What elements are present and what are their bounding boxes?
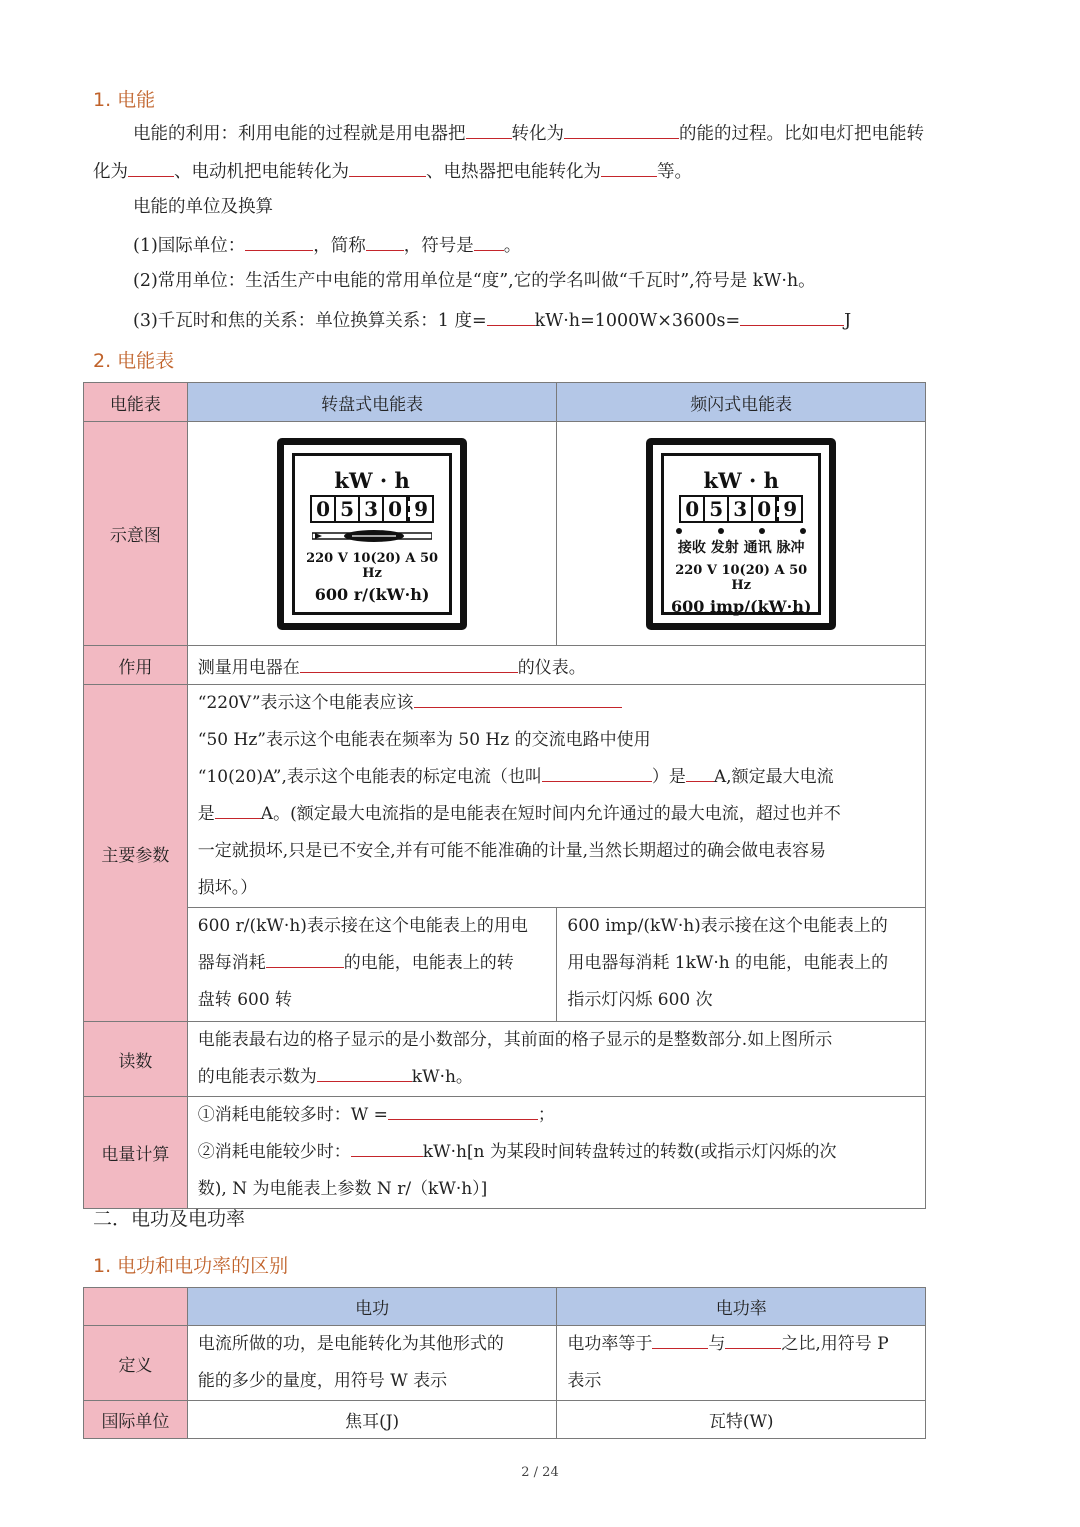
part2-heading: 二．电功及电功率	[93, 1208, 246, 1230]
meter2-spec: 220 V 10(20) A 50 Hz	[675, 562, 808, 593]
meter2-unit: kW · h	[703, 467, 779, 493]
page-number: 2 / 24	[521, 1465, 559, 1480]
params-cell	[187, 685, 925, 908]
meter2-rate: 600 imp/(kW·h)	[670, 596, 812, 616]
section-heading-power-diff: 1. 电功和电功率的区别	[93, 1255, 289, 1277]
param-rotary-rate: 600 r/(kW·h)表示接在这个电能表上的用电 器每消耗 的电能，电能表上的转 盘转 600 转	[187, 908, 557, 1022]
param-current: “10(20)A”,表示这个电能表的标定电流（也叫 ）是 A,额定最大电流	[197, 767, 834, 787]
header-rotary-meter: 转盘式电能表	[187, 383, 557, 422]
paragraph-si-unit: (1)国际单位： ，简称 ，符号是 。	[133, 236, 522, 256]
section-heading-electric-energy: 1. 电能	[93, 89, 156, 111]
header-flash-meter: 频闪式电能表	[557, 383, 926, 422]
row-label-si-unit: 国际单位	[84, 1401, 188, 1439]
calculation-cell: ①消耗电能较多时：W = ； ②消耗电能较少时： kW·h[n 为某段时间转盘转过的转数(或指示灯闪烁的次 数), N 为电能表上参数 N r/（kW·h）]	[187, 1097, 925, 1209]
reading-cell: 电能表最右边的格子显示的是小数部分，其前面的格子显示的是整数部分.如上图所示 的电能表示数为 kW·h。	[187, 1022, 925, 1097]
param-note-line1: 一定就损坏,只是已不安全,并有可能不能准确的计量,当然长期超过的确会做电表容易	[197, 841, 827, 861]
indicator-lights-icon	[676, 528, 806, 534]
rotary-meter-diagram	[187, 422, 557, 646]
header-electric-power: 电功率	[557, 1288, 926, 1326]
row-label-function: 作用	[84, 646, 188, 685]
function-cell	[187, 646, 925, 685]
row-label-params: 主要参数	[84, 685, 188, 1022]
meter-table-corner-label: 电能表	[84, 383, 188, 422]
definition-work: 电流所做的功，是电能转化为其他形式的 能的多少的量度，用符号 W 表示	[187, 1326, 557, 1401]
power-table-corner	[84, 1288, 188, 1326]
rotary-disc-icon	[312, 529, 432, 543]
row-label-diagram: 示意图	[84, 422, 188, 646]
meter2-digits: 0 5 3 0 9	[679, 495, 803, 523]
row-label-calculation: 电量计算	[84, 1097, 188, 1209]
meter-table	[83, 382, 926, 1209]
param-max-current: 是 A。(额定最大电流指的是电能表在短时间内允许通过的最大电流，超过也并不	[197, 804, 841, 824]
definition-power: 电功率等于 与 之比,用符号 P 表示	[557, 1326, 926, 1401]
param-frequency: “50 Hz”表示这个电能表在频率为 50 Hz 的交流电路中使用	[197, 730, 651, 750]
meter2-lights-labels: 接收 发射 通讯 脉冲	[677, 539, 805, 556]
section-heading-meter: 2. 电能表	[93, 350, 175, 372]
paragraph-energy-conversion: 化为 、电动机把电能转化为 、电热器把电能转化为 等。	[93, 162, 692, 182]
meter1-spec: 220 V 10(20) A 50 Hz	[306, 550, 439, 581]
paragraph-units-title: 电能的单位及换算	[133, 197, 273, 217]
row-label-reading: 读数	[84, 1022, 188, 1097]
param-flash-rate: 600 imp/(kW·h)表示接在这个电能表上的 用电器每消耗 1kW·h 的电能，电能表上的 指示灯闪烁 600 次	[557, 908, 926, 1022]
meter1-digits: 0 5 3 0 9	[310, 495, 434, 523]
unit-work: 焦耳(J)	[187, 1401, 557, 1439]
row-label-definition: 定义	[84, 1326, 188, 1401]
paragraph-energy-use: 电能的利用：利用电能的过程就是用电器把 转化为 的能的过程。比如电灯把电能转	[133, 124, 924, 144]
function-text: 测量用电器在 的仪表。	[197, 657, 586, 678]
param-note-line2: 损坏。）	[197, 878, 258, 898]
meter1-unit: kW · h	[334, 467, 410, 493]
param-voltage: “220V”表示这个电能表应该	[198, 685, 915, 722]
header-electric-work: 电功	[187, 1288, 557, 1326]
paragraph-unit-conversion: (3)千瓦时和焦的关系：单位换算关系：1 度= kW·h=1000W×3600s= J	[133, 311, 852, 331]
power-table	[83, 1287, 926, 1439]
meter1-rate: 600 r/(kW·h)	[314, 584, 430, 604]
paragraph-common-unit: (2)常用单位：生活生产中电能的常用单位是“度”,它的学名叫做“千瓦时”,符号是 kW·h。	[133, 271, 816, 291]
flash-meter-diagram	[557, 422, 926, 646]
unit-power: 瓦特(W)	[557, 1401, 926, 1439]
